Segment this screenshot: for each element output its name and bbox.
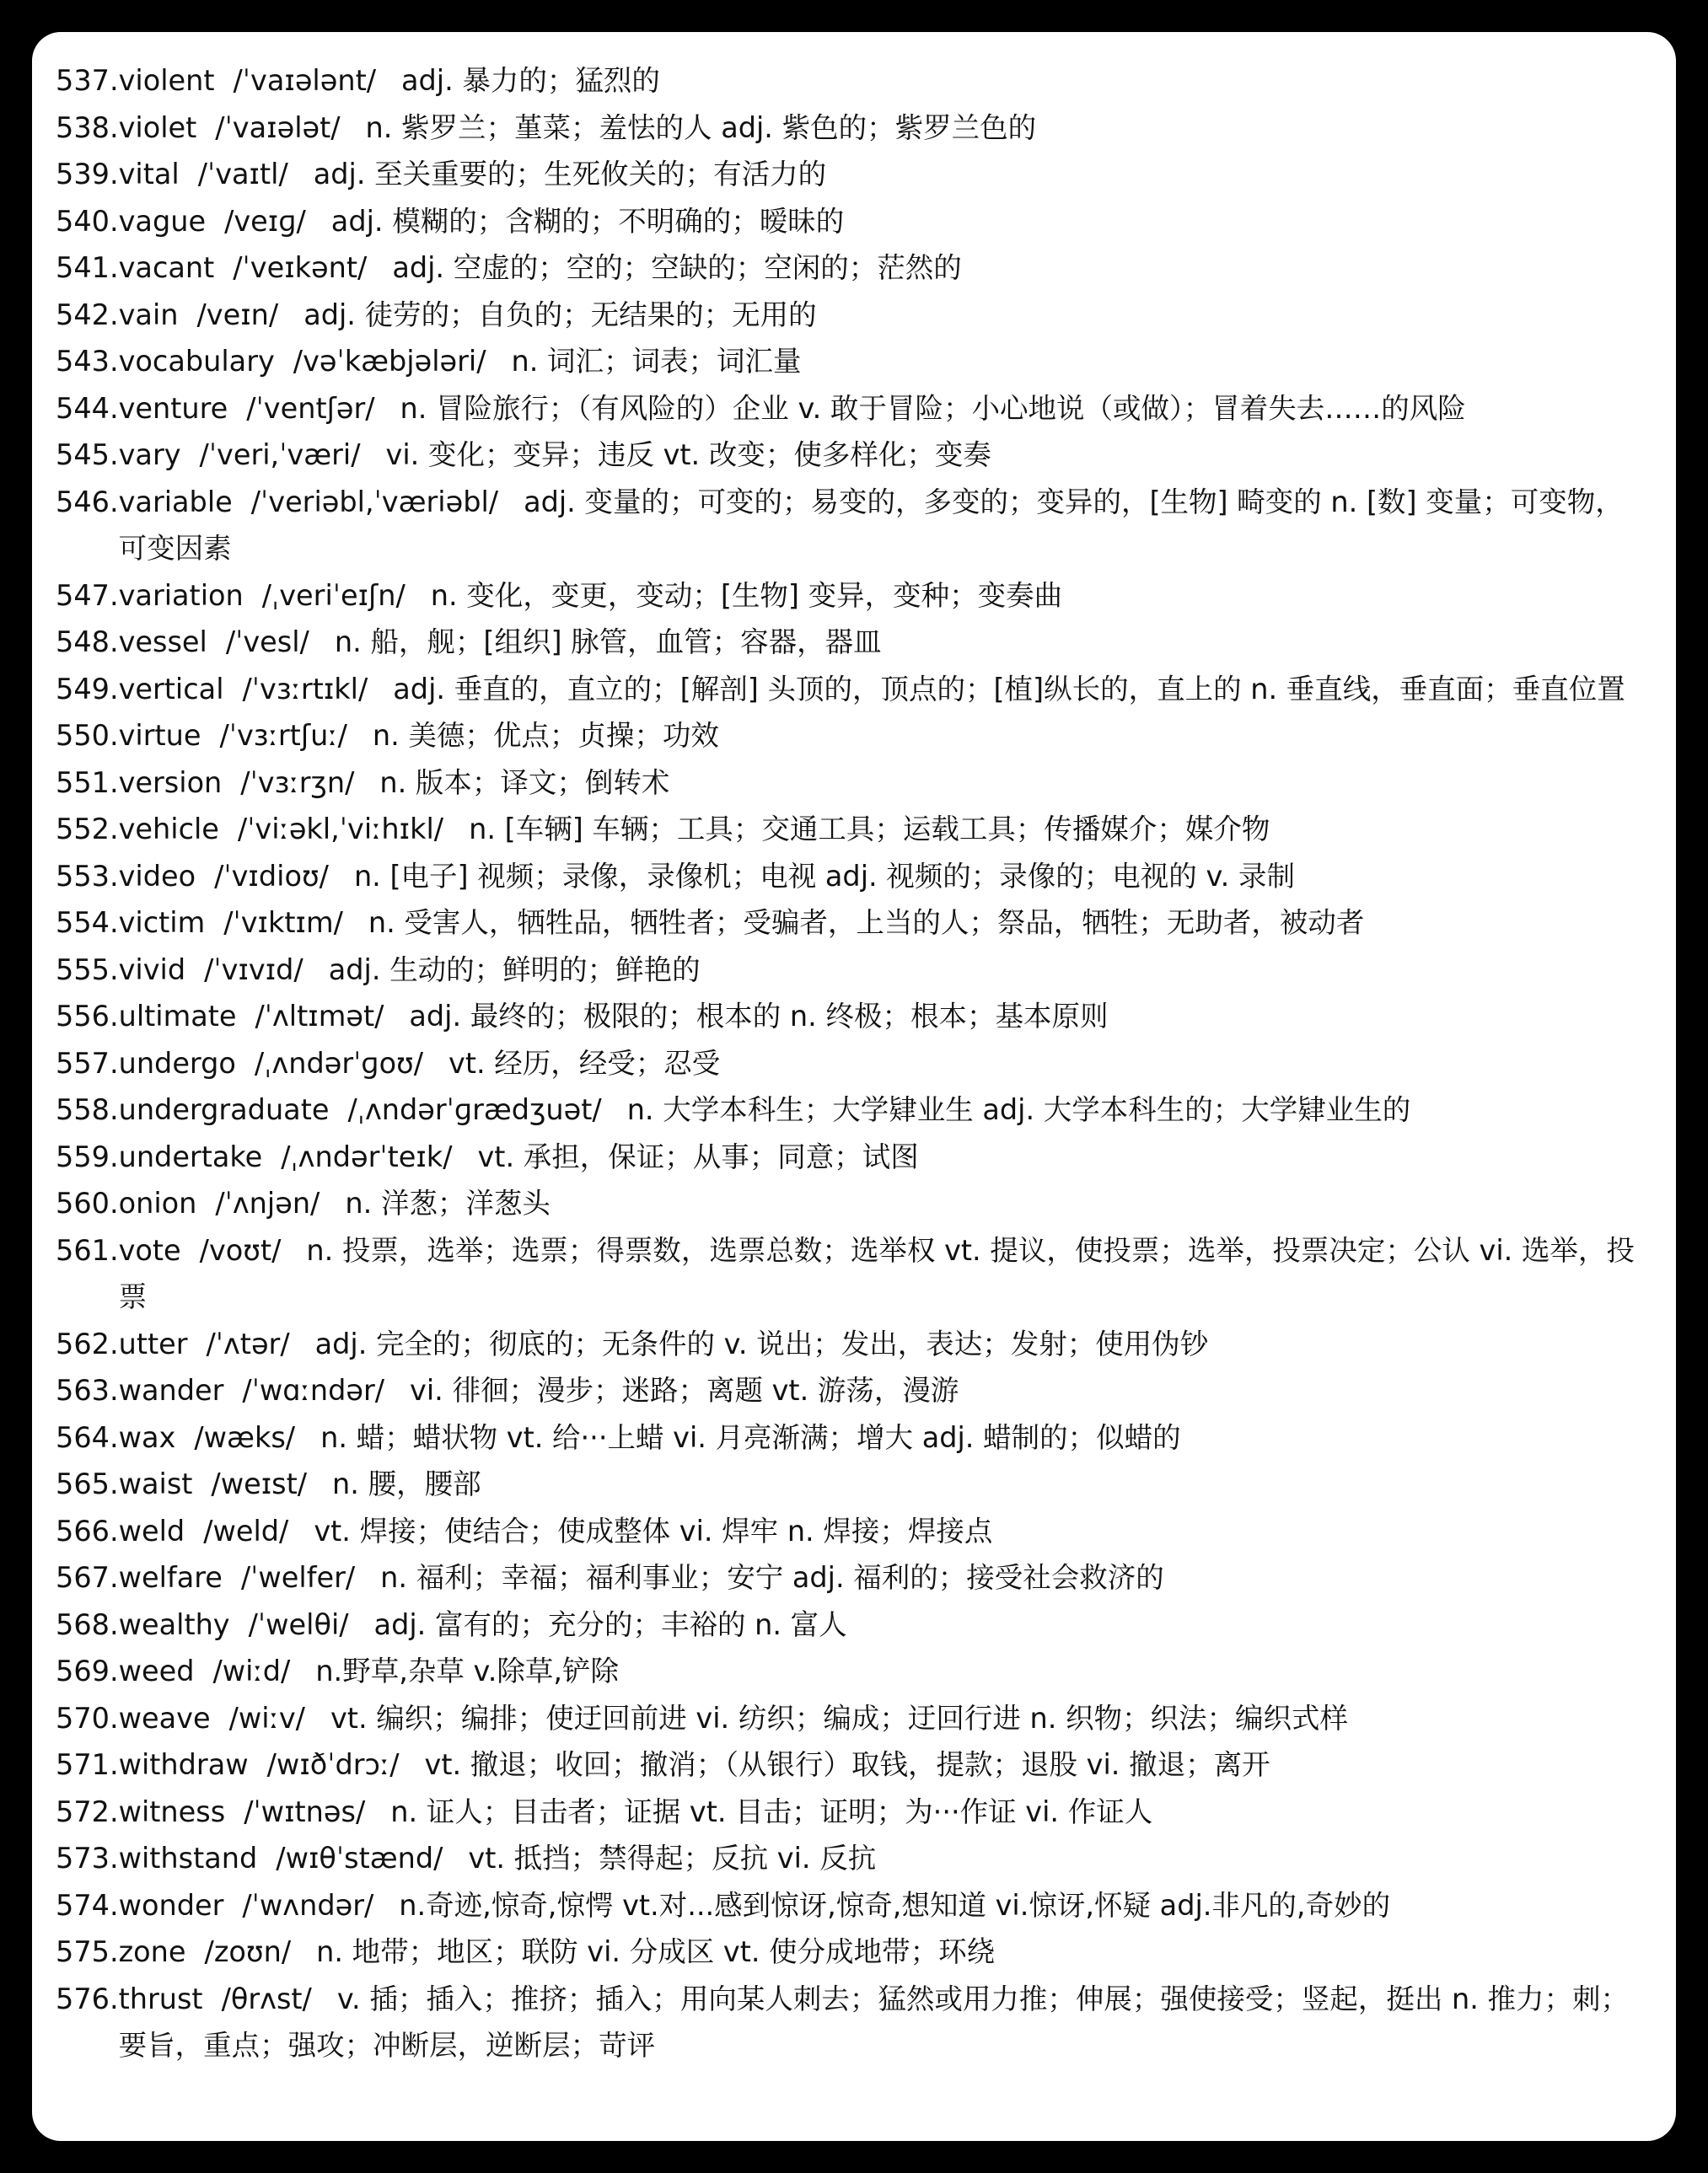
- entry-word: withstand: [118, 1842, 258, 1875]
- vocab-entry: [56, 806, 1642, 853]
- entry-definition: adj. 生动的；鲜明的；鲜艳的: [328, 952, 701, 986]
- entry-number: 562.: [56, 1327, 119, 1360]
- entry-body: [119, 1321, 1642, 1368]
- entry-word: wealthy: [118, 1607, 230, 1641]
- entry-definition: adj. 模糊的；含糊的；不明确的；暧昧的: [330, 204, 845, 238]
- entry-body: [119, 1882, 1642, 1929]
- entry-number: 576.: [56, 1982, 119, 2015]
- vocab-entry: [56, 1414, 1642, 1462]
- entry-number: 565.: [56, 1467, 119, 1500]
- entry-body: [119, 338, 1642, 385]
- entry-number: 554.: [56, 906, 119, 939]
- entry-word: victim: [118, 906, 206, 939]
- entry-body: [119, 947, 1642, 994]
- entry-number: 569.: [56, 1655, 119, 1687]
- entry-number: 546.: [56, 485, 119, 518]
- entry-definition: n. 大学本科生；大学肄业生 adj. 大学本科生的；大学肄业生的: [626, 1093, 1411, 1126]
- vocab-entry: [56, 1648, 1642, 1695]
- entry-definition: adj. 暴力的；猛烈的: [401, 64, 660, 97]
- entry-word: vote: [118, 1233, 181, 1267]
- vocab-entry: [56, 105, 1642, 152]
- entry-word: virtue: [118, 719, 201, 752]
- entry-phonetic: /ˈvɜːrʒn/: [240, 765, 355, 799]
- entry-word: vertical: [118, 672, 224, 706]
- entry-phonetic: /ˈwʌndər/: [242, 1888, 374, 1922]
- entry-word: vessel: [118, 625, 207, 658]
- entry-phonetic: /wɪθˈstænd/: [276, 1842, 443, 1875]
- entry-word: undergo: [118, 1046, 236, 1080]
- entry-number: 560.: [56, 1187, 119, 1220]
- entry-number: 552.: [56, 813, 119, 845]
- entry-phonetic: /wiːd/: [212, 1655, 291, 1687]
- entry-phonetic: /ˈventʃər/: [246, 391, 375, 425]
- entry-definition: vi. 变化；变异；违反 vt. 改变；使多样化；变奏: [385, 438, 991, 471]
- vocab-entry: [56, 1321, 1642, 1368]
- entry-body: [119, 806, 1642, 853]
- entry-body: [119, 759, 1642, 807]
- entry-phonetic: /ˈvaɪələt/: [215, 110, 341, 144]
- entry-word: onion: [118, 1187, 197, 1220]
- entry-phonetic: /ˈvɜːrtʃuː/: [219, 719, 347, 752]
- entry-definition: n. 福利；幸福；福利事业；安宁 adj. 福利的；接受社会救济的: [380, 1561, 1164, 1594]
- entry-phonetic: /wæks/: [194, 1420, 296, 1454]
- vocab-entry: [56, 1086, 1642, 1134]
- entry-definition: vt. 经历，经受；忍受: [448, 1046, 721, 1080]
- entry-number: 539.: [56, 158, 119, 190]
- vocab-entry: [56, 619, 1642, 666]
- entry-body: [119, 1835, 1642, 1882]
- entry-body: [119, 1180, 1642, 1227]
- vocab-entry: [56, 1789, 1642, 1836]
- entry-phonetic: /veɪɡ/: [224, 204, 306, 238]
- vocab-entry: [56, 479, 1642, 572]
- entry-body: [119, 1554, 1642, 1602]
- entry-body: [119, 619, 1642, 666]
- entry-definition: n. 证人；目击者；证据 vt. 目击；证明；为···作证 vi. 作证人: [390, 1795, 1153, 1828]
- entry-word: withdraw: [118, 1748, 249, 1781]
- vocab-entry: [56, 853, 1642, 900]
- entry-phonetic: /ˈʌltɪmət/: [255, 1000, 384, 1033]
- entry-word: welfare: [118, 1561, 223, 1594]
- entry-body: [119, 572, 1642, 620]
- entry-number: 571.: [56, 1748, 119, 1781]
- entry-number: 548.: [56, 625, 119, 658]
- entry-body: [119, 1695, 1642, 1742]
- entry-body: [119, 853, 1642, 900]
- entry-definition: v. 插；插入；推挤；插入；用向某人刺去；猛然或用力推；伸展；强使接受；竖起，挺出 n. 推力；刺；要旨，重点；强攻；冲断层，逆断层；苛评: [118, 1982, 1630, 2062]
- entry-definition: n. [车辆] 车辆；工具；交通工具；运载工具；传播媒介；媒介物: [469, 813, 1270, 845]
- entry-definition: n. 版本；译文；倒转术: [379, 765, 670, 799]
- entry-word: video: [118, 859, 196, 893]
- vocab-entry: [56, 759, 1642, 807]
- entry-word: vehicle: [118, 813, 219, 845]
- entry-word: utter: [118, 1327, 188, 1360]
- entry-number: 563.: [56, 1374, 119, 1407]
- vocab-entry: [56, 1227, 1642, 1321]
- entry-body: [119, 385, 1642, 432]
- entry-body: [119, 1741, 1642, 1789]
- entry-number: 538.: [56, 110, 119, 144]
- entry-body: [119, 1976, 1642, 2069]
- entry-word: witness: [118, 1795, 226, 1828]
- entry-body: [119, 1508, 1642, 1555]
- entry-word: ultimate: [118, 1000, 237, 1033]
- entry-word: weave: [118, 1701, 211, 1735]
- vocab-entry: [56, 1835, 1642, 1882]
- entry-number: 570.: [56, 1701, 119, 1735]
- entry-number: 567.: [56, 1561, 119, 1594]
- entry-body: [119, 1602, 1642, 1649]
- vocab-entry: [56, 947, 1642, 994]
- entry-definition: adj. 空虚的；空的；空缺的；空闲的；茫然的: [392, 251, 962, 284]
- entry-word: wonder: [118, 1888, 224, 1922]
- entry-phonetic: /ˈvaɪtl/: [197, 158, 288, 190]
- entry-phonetic: /ˈvɜːrtɪkl/: [242, 672, 368, 706]
- entry-body: [119, 1086, 1642, 1134]
- entry-definition: n. 洋葱；洋葱头: [345, 1187, 551, 1220]
- vocab-entry: [56, 1461, 1642, 1508]
- entry-body: [119, 1929, 1642, 1976]
- entry-definition: n. 蜡；蜡状物 vt. 给···上蜡 vi. 月亮渐满；增大 adj. 蜡制的；似蜡的: [320, 1420, 1181, 1454]
- entry-word: zone: [118, 1935, 186, 1968]
- vocab-entry: [56, 1929, 1642, 1976]
- entry-word: vary: [118, 438, 181, 471]
- entry-number: 547.: [56, 578, 119, 612]
- entry-number: 561.: [56, 1233, 119, 1267]
- entry-definition: n. 冒险旅行；（有风险的）企业 v. 敢于冒险；小心地说（或做）；冒着失去……的风险: [400, 391, 1466, 425]
- vocab-entry: [56, 1134, 1642, 1181]
- vocab-entry: [56, 1180, 1642, 1227]
- entry-word: undertake: [118, 1140, 263, 1173]
- entry-definition: adj. 变量的；可变的；易变的，多变的；变异的，[生物] 畸变的 n. [数] 变量；可变物，可变因素: [118, 485, 1624, 565]
- entry-definition: n. 船，舰；[组织] 脉管，血管；容器，器皿: [334, 625, 882, 658]
- entry-word: vocabulary: [118, 345, 275, 378]
- entry-body: [119, 479, 1642, 572]
- entry-number: 542.: [56, 298, 119, 331]
- entry-body: [119, 151, 1642, 198]
- entry-definition: vi. 徘徊；漫步；迷路；离题 vt. 游荡，漫游: [410, 1374, 959, 1407]
- entry-number: 555.: [56, 952, 119, 986]
- entry-definition: n. 变化，变更，变动；[生物] 变异，变种；变奏曲: [430, 578, 1063, 612]
- entry-word: thrust: [118, 1982, 203, 2015]
- entry-definition: n. 受害人，牺牲品，牺牲者；受骗者，上当的人；祭品，牺牲；无助者，被动者: [368, 906, 1365, 939]
- entry-word: violet: [118, 110, 197, 144]
- entry-phonetic: /zoʊn/: [204, 1935, 292, 1968]
- entry-body: [119, 1789, 1642, 1836]
- vocab-entry: [56, 712, 1642, 759]
- entry-body: [119, 1367, 1642, 1414]
- entry-number: 540.: [56, 204, 119, 238]
- entry-phonetic: /ˈvaɪələnt/: [233, 64, 376, 97]
- entry-word: vain: [118, 298, 179, 331]
- entry-phonetic: /ˈʌnjən/: [215, 1187, 320, 1220]
- entry-number: 556.: [56, 1000, 119, 1033]
- entry-number: 574.: [56, 1888, 119, 1922]
- entry-body: [119, 993, 1642, 1040]
- entry-word: vital: [118, 158, 180, 190]
- entry-definition: n. 地带；地区；联防 vi. 分成区 vt. 使分成地带；环绕: [316, 1935, 996, 1968]
- entry-number: 564.: [56, 1420, 119, 1454]
- entry-phonetic: /ˈviːəkl,ˈviːhɪkl/: [237, 813, 444, 845]
- vocab-entry: [56, 244, 1642, 292]
- entry-phonetic: /ˈwelfer/: [240, 1561, 356, 1594]
- entry-definition: adj. 最终的；极限的；根本的 n. 终极；根本；基本原则: [409, 1000, 1109, 1033]
- entry-number: 573.: [56, 1842, 119, 1875]
- entry-definition: adj. 至关重要的；生死攸关的；有活力的: [313, 158, 827, 190]
- entry-word: waist: [118, 1467, 193, 1500]
- vocabulary-card: [32, 32, 1676, 2141]
- vocab-entry: [56, 1695, 1642, 1742]
- entry-body: [119, 899, 1642, 947]
- vocab-entry: [56, 1976, 1642, 2069]
- vocab-entry: [56, 1508, 1642, 1555]
- entry-definition: vt. 抵挡；禁得起；反抗 vi. 反抗: [468, 1842, 877, 1875]
- entry-number: 549.: [56, 672, 119, 706]
- entry-definition: n.野草,杂草 v.除草,铲除: [315, 1655, 620, 1687]
- vocab-entry: [56, 292, 1642, 339]
- entry-phonetic: /ˌʌndərˈteɪk/: [281, 1140, 453, 1173]
- entry-number: 537.: [56, 64, 119, 97]
- entry-body: [119, 1040, 1642, 1087]
- entry-body: [119, 57, 1642, 105]
- entry-phonetic: /wɪðˈdrɔː/: [266, 1748, 400, 1781]
- entry-word: wax: [118, 1420, 176, 1454]
- entry-phonetic: /voʊt/: [199, 1233, 282, 1267]
- entry-number: 566.: [56, 1514, 119, 1548]
- entry-number: 558.: [56, 1093, 119, 1126]
- entry-number: 545.: [56, 438, 119, 471]
- entry-definition: n. 投票，选举；选票；得票数，选票总数；选举权 vt. 提议，使投票；选举，投票决定；公认 vi. 选举，投票: [118, 1233, 1635, 1313]
- vocab-entry: [56, 1882, 1642, 1929]
- entry-phonetic: /ˈwelθi/: [248, 1607, 349, 1641]
- entry-definition: vt. 撤退；收回；撤消；（从银行）取钱，提款；退股 vi. 撤退；离开: [424, 1748, 1270, 1781]
- entry-body: [119, 244, 1642, 292]
- vocab-entry: [56, 432, 1642, 479]
- entry-word: vivid: [118, 952, 186, 986]
- entry-phonetic: /ˈvɪvɪd/: [204, 952, 303, 986]
- entry-definition: n. 腰，腰部: [332, 1467, 481, 1500]
- entry-definition: vt. 承担，保证；从事；同意；试图: [477, 1140, 919, 1173]
- entry-phonetic: /ˌveriˈeɪʃn/: [261, 578, 406, 612]
- vocab-entry: [56, 1741, 1642, 1789]
- entry-number: 551.: [56, 765, 119, 799]
- entry-body: [119, 198, 1642, 245]
- entry-phonetic: /weɪst/: [211, 1467, 308, 1500]
- entry-phonetic: /ˈvesl/: [225, 625, 309, 658]
- entry-number: 544.: [56, 391, 119, 425]
- entry-number: 541.: [56, 251, 119, 284]
- entry-definition: n. 美德；优点；贞操；功效: [372, 719, 719, 752]
- entry-body: [119, 292, 1642, 339]
- entry-word: variation: [118, 578, 244, 612]
- entry-phonetic: /wiːv/: [228, 1701, 305, 1735]
- entry-word: vacant: [118, 251, 215, 284]
- entry-phonetic: /ˈvɪktɪm/: [223, 906, 343, 939]
- entry-definition: adj. 完全的；彻底的；无条件的 v. 说出；发出，表达；发射；使用伪钞: [314, 1327, 1209, 1360]
- entry-phonetic: /ˈveriəbl,ˈværiəbl/: [250, 485, 499, 518]
- entry-body: [119, 666, 1642, 713]
- entry-definition: n. [电子] 视频；录像，录像机；电视 adj. 视频的；录像的；电视的 v. 录制: [353, 859, 1295, 893]
- entry-phonetic: /ˈwɪtnəs/: [244, 1795, 366, 1828]
- entry-definition: n.奇迹,惊奇,惊愕 vt.对...感到惊讶,惊奇,想知道 vi.惊讶,怀疑 adj.非凡的,奇妙的: [399, 1888, 1391, 1922]
- entry-number: 568.: [56, 1607, 119, 1641]
- entry-phonetic: /ˌʌndərˈɡrædʒuət/: [347, 1093, 602, 1126]
- entry-phonetic: /weld/: [203, 1514, 289, 1548]
- vocab-entry: [56, 385, 1642, 432]
- entry-definition: vt. 焊接；使结合；使成整体 vi. 焊牢 n. 焊接；焊接点: [314, 1514, 993, 1548]
- entry-phonetic: /ˈwɑːndər/: [242, 1374, 385, 1407]
- entry-definition: vt. 编织；编排；使迂回前进 vi. 纺织；编成；迂回行进 n. 织物；织法；编织式样: [330, 1701, 1348, 1735]
- vocab-entry: [56, 151, 1642, 198]
- entry-number: 575.: [56, 1935, 119, 1968]
- vocabulary-list: [56, 57, 1642, 2069]
- entry-number: 572.: [56, 1795, 119, 1828]
- entry-definition: adj. 徒劳的；自负的；无结果的；无用的: [303, 298, 817, 331]
- vocab-entry: [56, 338, 1642, 385]
- entry-phonetic: /ˈveri,ˈværi/: [199, 438, 361, 471]
- vocab-entry: [56, 666, 1642, 713]
- vocab-entry: [56, 198, 1642, 245]
- entry-number: 557.: [56, 1046, 119, 1080]
- entry-word: undergraduate: [118, 1093, 330, 1126]
- vocab-entry: [56, 57, 1642, 105]
- entry-number: 553.: [56, 859, 119, 893]
- entry-definition: adj. 富有的；充分的；丰裕的 n. 富人: [373, 1607, 847, 1641]
- entry-definition: n. 紫罗兰；堇菜；羞怯的人 adj. 紫色的；紫罗兰色的: [365, 110, 1037, 144]
- entry-word: vague: [118, 204, 207, 238]
- entry-word: weed: [118, 1655, 195, 1687]
- entry-phonetic: /ˈvɪdioʊ/: [214, 859, 329, 893]
- entry-number: 543.: [56, 345, 119, 378]
- entry-body: [119, 1227, 1642, 1321]
- entry-body: [119, 1648, 1642, 1695]
- entry-word: violent: [118, 64, 215, 97]
- entry-definition: n. 词汇；词表；词汇量: [511, 345, 802, 378]
- entry-word: version: [118, 765, 223, 799]
- entry-word: wander: [118, 1374, 224, 1407]
- vocab-entry: [56, 572, 1642, 620]
- vocab-entry: [56, 1602, 1642, 1649]
- entry-body: [119, 1461, 1642, 1508]
- entry-body: [119, 105, 1642, 152]
- entry-number: 550.: [56, 719, 119, 752]
- entry-definition: adj. 垂直的，直立的；[解剖] 头顶的，顶点的；[植]纵长的，直上的 n. 垂直线，垂直面；垂直位置: [393, 672, 1625, 706]
- entry-number: 559.: [56, 1140, 119, 1173]
- entry-phonetic: /ˌʌndərˈɡoʊ/: [254, 1046, 424, 1080]
- entry-phonetic: /ˈʌtər/: [206, 1327, 290, 1360]
- entry-phonetic: /θrʌst/: [221, 1982, 312, 2015]
- vocab-entry: [56, 899, 1642, 947]
- entry-word: weld: [118, 1514, 185, 1548]
- entry-phonetic: /vəˈkæbjələri/: [293, 345, 486, 378]
- entry-phonetic: /ˈveɪkənt/: [233, 251, 368, 284]
- entry-body: [119, 712, 1642, 759]
- entry-phonetic: /veɪn/: [196, 298, 279, 331]
- vocab-entry: [56, 1367, 1642, 1414]
- entry-word: venture: [118, 391, 228, 425]
- vocab-entry: [56, 993, 1642, 1040]
- vocab-entry: [56, 1554, 1642, 1602]
- vocab-entry: [56, 1040, 1642, 1087]
- entry-word: variable: [118, 485, 233, 518]
- entry-body: [119, 432, 1642, 479]
- entry-body: [119, 1414, 1642, 1462]
- entry-body: [119, 1134, 1642, 1181]
